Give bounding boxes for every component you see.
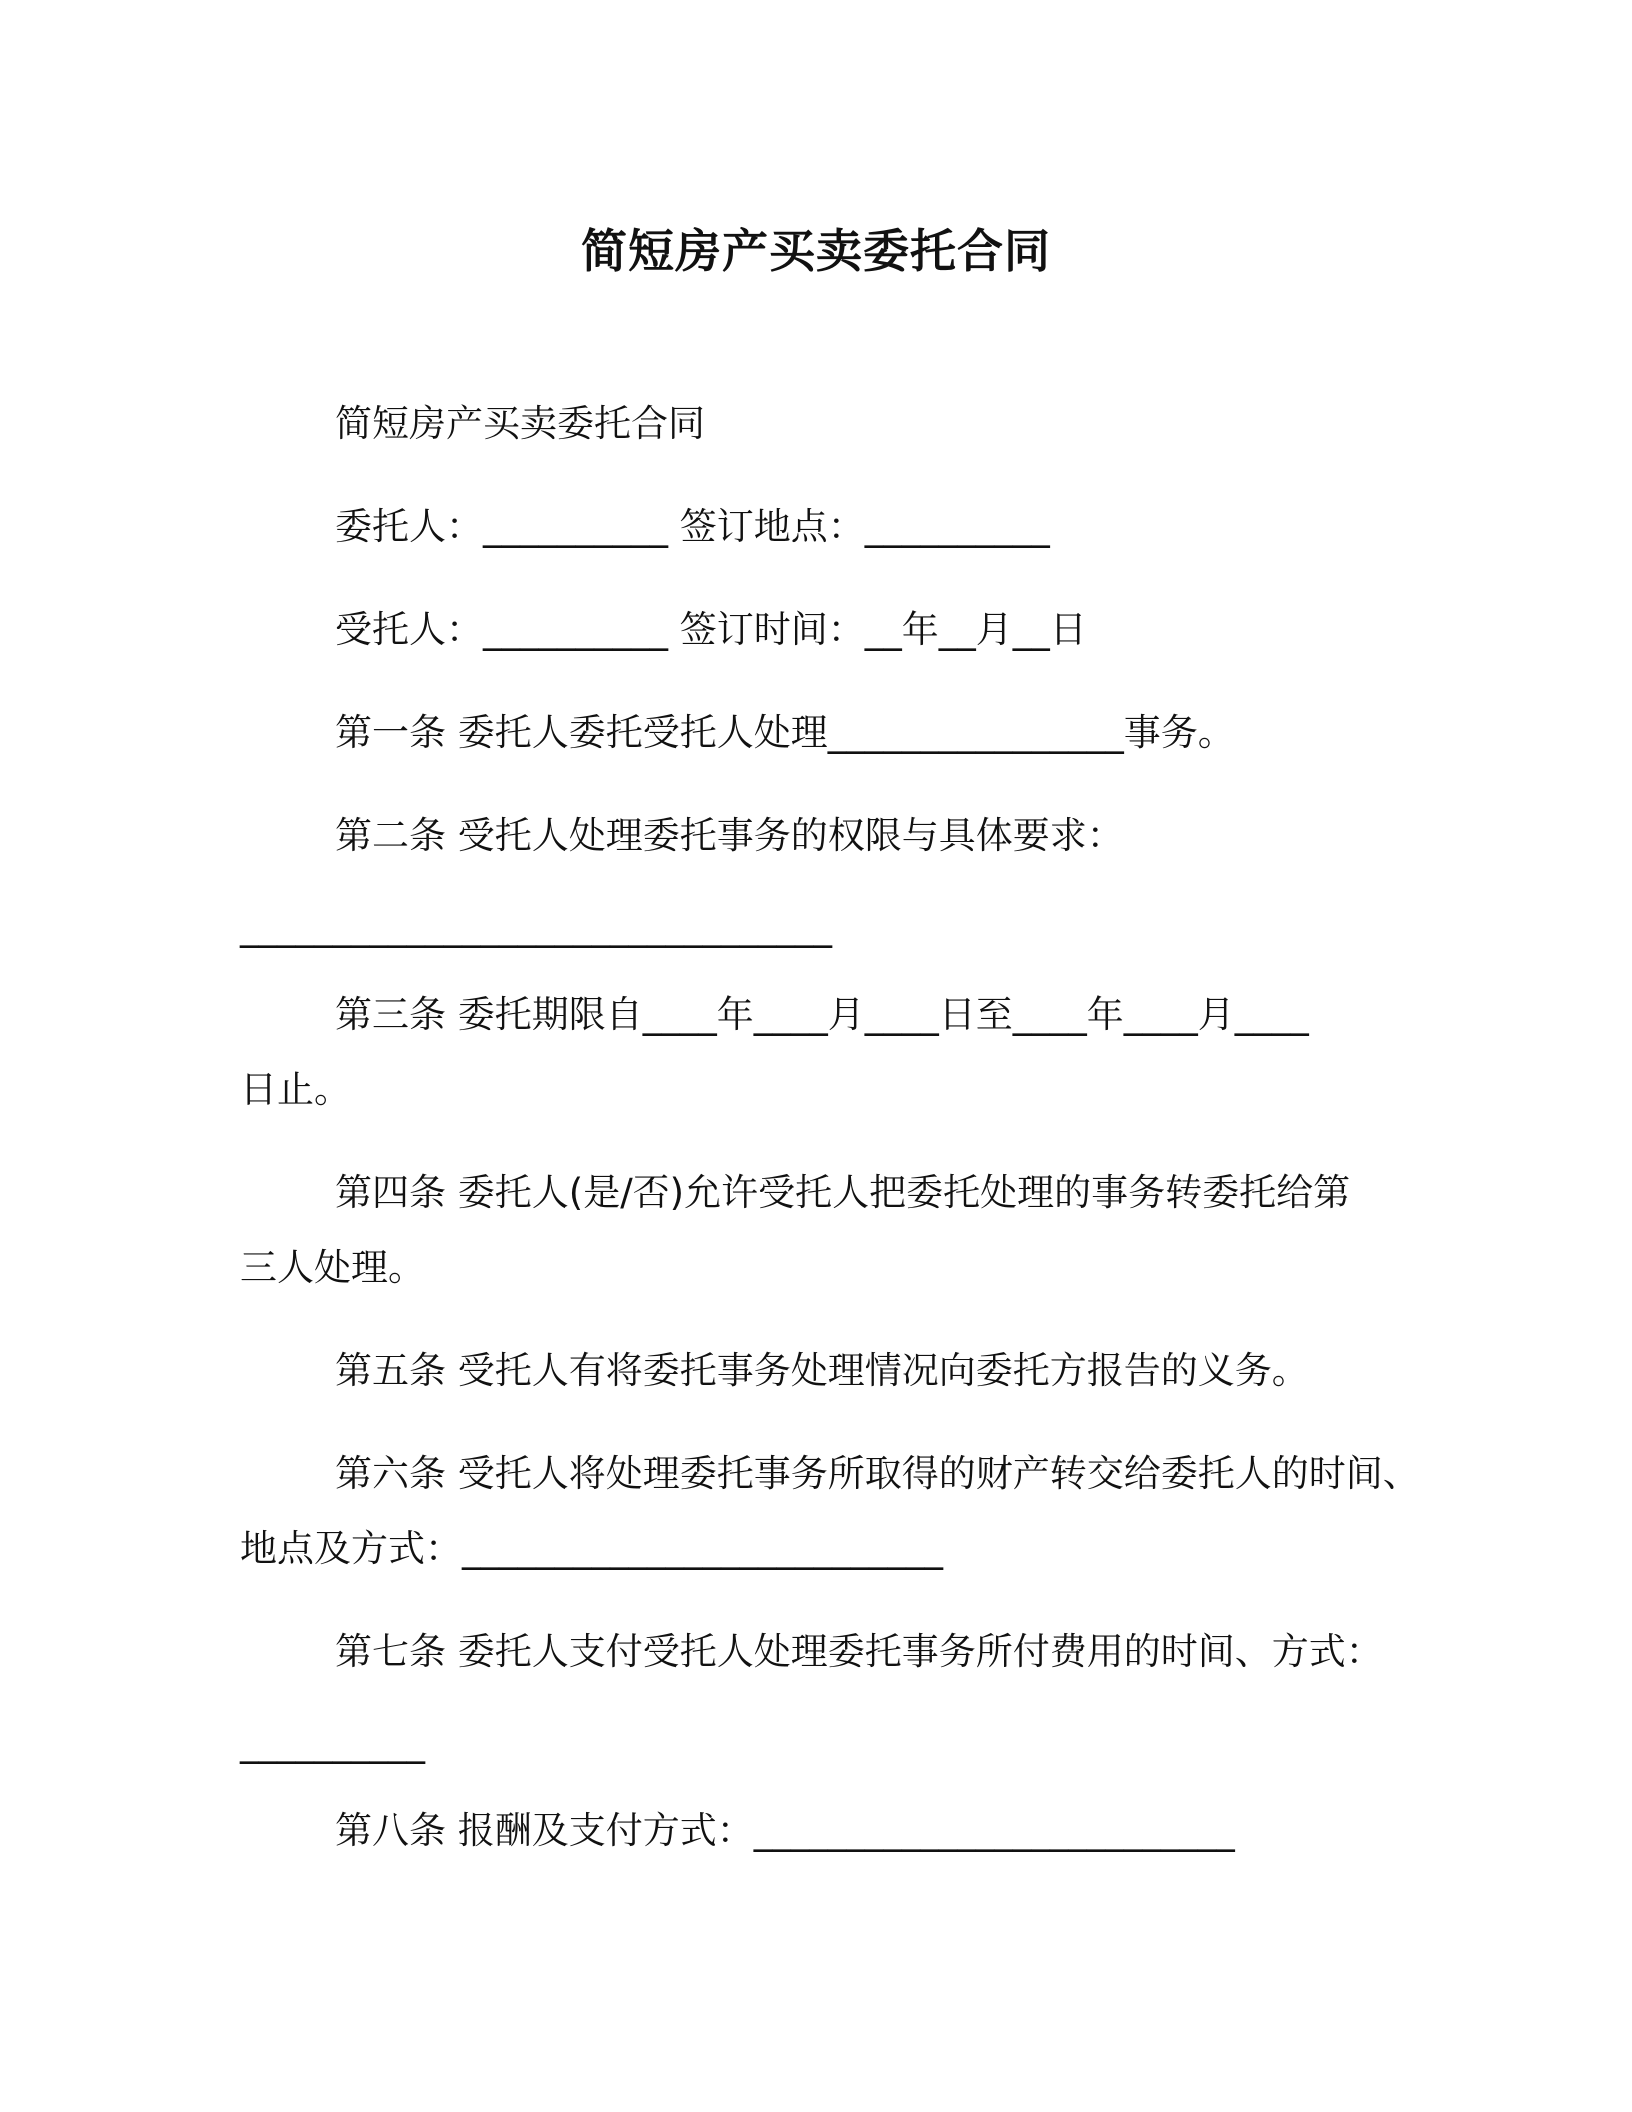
article-3: 第三条 委托期限自____年____月____日至____年____月____ [335,993,1309,1036]
article-6: 第六条 受托人将处理委托事务所取得的财产转交给委托人的时间、 [335,1452,1420,1495]
article-5: 第五条 受托人有将委托事务处理情况向委托方报告的义务。 [335,1349,1309,1392]
article-3-continued: 日止。 [240,1068,351,1111]
article-7: 第七条 委托人支付受托人处理委托事务所付费用的时间、方式： [335,1630,1383,1673]
article-2-blank: ________________________________ [240,905,832,948]
contract-heading: 简短房产买卖委托合同 [335,402,705,445]
document-title: 简短房产买卖委托合同 [581,224,1051,278]
principal-line: 委托人：__________ 签订地点：__________ [335,505,1050,548]
article-4-continued: 三人处理。 [240,1246,425,1289]
article-4: 第四条 委托人(是/否)允许受托人把委托处理的事务转委托给第 [335,1171,1351,1214]
article-8: 第八条 报酬及支付方式：__________________________ [335,1809,1235,1852]
article-6-continued: 地点及方式：__________________________ [240,1527,943,1570]
article-2: 第二条 受托人处理委托事务的权限与具体要求： [335,814,1124,857]
agent-line: 受托人：__________ 签订时间：__年__月__日 [335,608,1087,651]
article-1: 第一条 委托人委托受托人处理________________事务。 [335,711,1235,754]
article-7-blank: __________ [240,1721,425,1764]
